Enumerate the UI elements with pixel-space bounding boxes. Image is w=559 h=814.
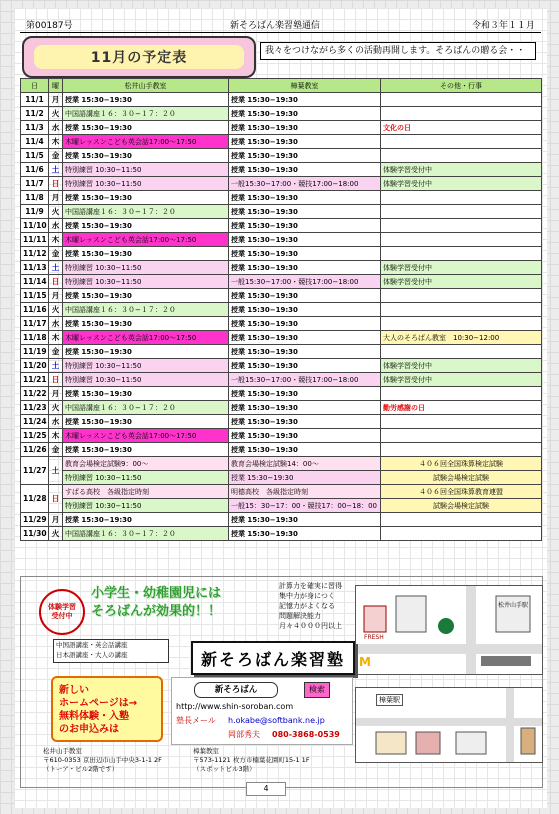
row-class2: 授業 15:30−19:30 (229, 359, 381, 373)
row-date: 11/5 (21, 149, 49, 163)
row-other (381, 247, 542, 261)
row-dow: 日 (49, 373, 63, 387)
map1-store-label: FRESH (364, 634, 384, 641)
col-date: 日 (21, 79, 49, 93)
email-label: 塾長メール (176, 716, 216, 725)
row-dow: 日 (49, 275, 63, 289)
row-date: 11/27 (21, 457, 49, 485)
table-row (21, 373, 542, 387)
row-other: 体験学習受付中 (381, 275, 542, 289)
row-date: 11/16 (21, 303, 49, 317)
row-other: 試験会場検定試験 (381, 471, 542, 485)
row-class2: 授業 15:30−19:30 (229, 387, 381, 401)
row-date: 11/9 (21, 205, 49, 219)
row-class1: 授業 15:30−19:30 (63, 219, 229, 233)
row-date: 11/10 (21, 219, 49, 233)
row-class2: 授業 15:30−19:30 (229, 527, 381, 541)
row-other: 文化の日 (381, 121, 542, 135)
row-date: 11/28 (21, 485, 49, 513)
row-class1: 中国語講座１６：３０−１７：２０ (63, 527, 229, 541)
website-url[interactable]: http://www.shin-soroban.com (176, 702, 294, 711)
address-kuzuha (193, 747, 353, 774)
row-date: 11/19 (21, 345, 49, 359)
row-class1: 授業 15:30−19:30 (63, 317, 229, 331)
row-class1: 木曜レッスンこども英会話17:00〜17:50 (63, 331, 229, 345)
row-class1: 中国語講座１６：３０−１７：２０ (63, 401, 229, 415)
row-class1: 授業 15:30−19:30 (63, 121, 229, 135)
row-class2: 一般15:30−17:00・競技17:00−18:00 (229, 373, 381, 387)
row-class1: 特別練習 10:30−11:50 (63, 373, 229, 387)
table-row (21, 443, 542, 457)
row-other: ４０６回全国珠算教育連盟 (381, 485, 542, 499)
row-dow: 月 (49, 93, 63, 107)
row-class2: 授業 15:30−19:30 (229, 345, 381, 359)
row-other: 体験学習受付中 (381, 177, 542, 191)
row-class1: 木曜レッスンこども英会話17:00〜17:50 (63, 233, 229, 247)
row-other (381, 317, 542, 331)
row-class1: 授業 15:30−19:30 (63, 247, 229, 261)
row-class2: 授業 15:30−19:30 (229, 443, 381, 457)
row-dow: 木 (49, 429, 63, 443)
feature-item: 計算力を確実に習得 (279, 582, 342, 590)
row-class1: 木曜レッスンこども英会話17:00〜17:50 (63, 135, 229, 149)
row-date: 11/26 (21, 443, 49, 457)
row-date: 11/30 (21, 527, 49, 541)
row-other (381, 443, 542, 457)
row-date: 11/12 (21, 247, 49, 261)
col-dow: 曜 (49, 79, 63, 93)
lesson-list (53, 639, 169, 663)
row-date: 11/23 (21, 401, 49, 415)
row-class2: 授業 15:30−19:30 (229, 205, 381, 219)
hp-line4: のお申込みは (59, 724, 119, 735)
row-class2: 明德高校 各級指定時刻 (229, 485, 381, 499)
table-row (21, 247, 542, 261)
row-other (381, 429, 542, 443)
row-dow: 火 (49, 107, 63, 121)
newsletter-title: 新そろばん楽習塾通信 (230, 21, 321, 31)
table-row (21, 499, 542, 513)
table-row (21, 205, 542, 219)
row-class2: 授業 15:30−19:30 (229, 331, 381, 345)
row-other (381, 191, 542, 205)
phone-number[interactable]: 080-3868-0539 (272, 730, 340, 739)
row-class2: 教育会場検定試験14：00〜 (229, 457, 381, 471)
table-row (21, 135, 542, 149)
row-dow: 土 (49, 163, 63, 177)
row-other (381, 527, 542, 541)
table-row (21, 261, 542, 275)
row-other: 体験学習受付中 (381, 373, 542, 387)
row-class1: 授業 15:30−19:30 (63, 191, 229, 205)
row-class1: 特別練習 10:30−11:50 (63, 177, 229, 191)
row-dow: 金 (49, 443, 63, 457)
row-dow: 日 (49, 177, 63, 191)
row-class1: 中国語講座１６：３０−１７：２０ (63, 107, 229, 121)
row-dow: 日 (49, 485, 63, 513)
row-date: 11/20 (21, 359, 49, 373)
promo-line1: 小学生・幼稚園児には (91, 586, 222, 601)
row-class1: 授業 15:30−19:30 (63, 443, 229, 457)
table-row (21, 485, 542, 499)
trial-stamp: 体験学習 受付中 (39, 589, 85, 635)
row-other (381, 233, 542, 247)
row-date: 11/11 (21, 233, 49, 247)
row-class1: 特別練習 10:30−11:50 (63, 261, 229, 275)
row-class2: 一般15：30−17：00・競技17：00−18：00 (229, 499, 381, 513)
contact-box (171, 677, 353, 745)
row-dow: 金 (49, 345, 63, 359)
map-kuzuha (355, 687, 543, 763)
promo-line2: そろばんが効果的！！ (91, 604, 222, 619)
row-dow: 水 (49, 219, 63, 233)
row-class2: 授業 15:30−19:30 (229, 303, 381, 317)
row-other (381, 387, 542, 401)
row-other: 勤労感謝の日 (381, 401, 542, 415)
row-class2: 授業 15:30−19:30 (229, 191, 381, 205)
row-date: 11/1 (21, 93, 49, 107)
row-other (381, 415, 542, 429)
row-date: 11/4 (21, 135, 49, 149)
row-class1: 授業 15:30−19:30 (63, 345, 229, 359)
row-class1: 授業 15:30−19:30 (63, 415, 229, 429)
school-name: 新そろばん楽習塾 (191, 641, 355, 675)
address-matsuiyamate (43, 747, 179, 774)
row-other (381, 205, 542, 219)
row-class1: 教育会場検定試験9：00〜 (63, 457, 229, 471)
table-row (21, 401, 542, 415)
row-class1: 木曜レッスンこども英会話17:00〜17:50 (63, 429, 229, 443)
header-divider (20, 32, 541, 33)
row-dow: 火 (49, 303, 63, 317)
announcement-note: 我々をつけながら多くの活動再開します。そろばんの贈る会・・ (260, 42, 536, 60)
row-class2: 授業 15:30−19:30 (229, 415, 381, 429)
table-row (21, 289, 542, 303)
row-class2: 授業 15:30−19:30 (229, 261, 381, 275)
addr2-sub: （スポットビル3階） (193, 765, 256, 773)
footer-advert (20, 576, 543, 788)
row-class1: 授業 15:30−19:30 (63, 289, 229, 303)
row-other (381, 93, 542, 107)
email-address[interactable]: h.okabe@softbank.ne.jp (228, 716, 325, 725)
svg-text:M: M (359, 655, 371, 669)
table-row (21, 527, 542, 541)
row-other: 体験学習受付中 (381, 163, 542, 177)
row-class1: すばる高校 各級指定時刻 (63, 485, 229, 499)
row-class2: 授業 15:30−19:30 (229, 233, 381, 247)
col-other: その他・行事 (381, 79, 542, 93)
table-row (21, 191, 542, 205)
row-other: 大人のそろばん教室 10:30−12:00 (381, 331, 542, 345)
row-other (381, 135, 542, 149)
table-row (21, 471, 542, 485)
row-dow: 火 (49, 527, 63, 541)
row-date: 11/7 (21, 177, 49, 191)
row-date: 11/14 (21, 275, 49, 289)
row-class2: 授業 15:30−19:30 (229, 247, 381, 261)
row-other (381, 289, 542, 303)
row-class2: 授業 15:30−19:30 (229, 513, 381, 527)
row-class2: 授業 15:30−19:30 (229, 289, 381, 303)
row-class2: 授業 15:30−19:30 (229, 135, 381, 149)
row-dow: 火 (49, 205, 63, 219)
row-dow: 木 (49, 233, 63, 247)
row-other (381, 149, 542, 163)
row-class1: 特別練習 10:30−11:50 (63, 499, 229, 513)
feature-item: 月々４０００円以上 (279, 622, 342, 630)
row-dow: 水 (49, 415, 63, 429)
table-row (21, 177, 542, 191)
col-class2: 樟葉教室 (229, 79, 381, 93)
row-class2: 授業 15:30−19:30 (229, 107, 381, 121)
row-other: 試験会場検定試験 (381, 499, 542, 513)
feature-item: 集中力が身につく (279, 592, 335, 600)
row-class1: 特別練習 10:30−11:50 (63, 275, 229, 289)
table-row (21, 429, 542, 443)
row-class1: 授業 15:30−19:30 (63, 149, 229, 163)
hp-line2: ホームページは→ (59, 698, 138, 709)
row-other (381, 303, 542, 317)
row-dow: 土 (49, 359, 63, 373)
row-dow: 木 (49, 331, 63, 345)
row-dow: 木 (49, 135, 63, 149)
addr2-line: 〒573-1121 枚方市楠葉花園町15-1 1F (193, 756, 310, 764)
row-other: ４０６回全国珠算検定試験 (381, 457, 542, 471)
row-date: 11/8 (21, 191, 49, 205)
map-matsuiyamate (355, 585, 543, 675)
row-dow: 金 (49, 247, 63, 261)
hp-line1: 新しい (59, 685, 89, 696)
row-date: 11/13 (21, 261, 49, 275)
issue-date: 令和３年１１月 (471, 21, 535, 31)
row-other (381, 107, 542, 121)
row-other (381, 513, 542, 527)
page-number: 4 (246, 782, 286, 796)
col-class1: 松井山手教室 (63, 79, 229, 93)
row-class2: 授業 15:30−19:30 (229, 93, 381, 107)
feature-item: 問題解決能力 (279, 612, 321, 620)
newsletter-page (14, 8, 547, 808)
row-dow: 土 (49, 457, 63, 485)
table-row (21, 359, 542, 373)
row-dow: 水 (49, 121, 63, 135)
addr1-line: 〒610-0353 京田辺市山手中央3-1-1 2F (43, 756, 162, 764)
table-row (21, 163, 542, 177)
row-dow: 金 (49, 149, 63, 163)
row-class1: 中国語講座１６：３０−１７：２０ (63, 205, 229, 219)
table-row (21, 219, 542, 233)
feature-list (279, 581, 351, 631)
table-row (21, 107, 542, 121)
row-date: 11/6 (21, 163, 49, 177)
search-keyword-box[interactable]: 新そろばん (194, 682, 278, 698)
row-class1: 中国語講座１６：３０−１７：２０ (63, 303, 229, 317)
phone-name: 岡部秀夫 (228, 730, 260, 739)
row-dow: 月 (49, 191, 63, 205)
page-header (20, 14, 541, 32)
hp-line3: 無料体験・入塾 (59, 711, 129, 722)
addr1-sub: （トーア・ビル2階です） (43, 765, 119, 773)
table-row (21, 149, 542, 163)
table-row (21, 121, 542, 135)
row-class2: 一般15:30−17:00・競技17:00−18:00 (229, 275, 381, 289)
row-date: 11/2 (21, 107, 49, 121)
table-row (21, 317, 542, 331)
row-dow: 月 (49, 513, 63, 527)
row-other (381, 219, 542, 233)
row-class2: 授業 15:30−19:30 (229, 219, 381, 233)
addr1-title: 松井山手教室 (43, 747, 82, 755)
row-dow: 水 (49, 317, 63, 331)
row-class1: 特別練習 10:30−11:50 (63, 359, 229, 373)
row-dow: 月 (49, 289, 63, 303)
table-row (21, 331, 542, 345)
row-date: 11/24 (21, 415, 49, 429)
table-row (21, 457, 542, 471)
feature-item: 記憶力がよくなる (279, 602, 335, 610)
row-class2: 授業 15:30−19:30 (229, 471, 381, 485)
row-date: 11/18 (21, 331, 49, 345)
row-class2: 授業 15:30−19:30 (229, 429, 381, 443)
row-date: 11/22 (21, 387, 49, 401)
schedule-title-box (22, 36, 256, 78)
table-row (21, 415, 542, 429)
row-class1: 授業 15:30−19:30 (63, 513, 229, 527)
map1-station-label: 松井山手駅 (498, 602, 529, 609)
lesson-line1: 中国語講座・英会話講座 (56, 641, 128, 649)
row-class2: 一般15:30−17:00・競技17:00−18:00 (229, 177, 381, 191)
addr2-title: 樟葉教室 (193, 747, 219, 755)
row-date: 11/29 (21, 513, 49, 527)
row-date: 11/3 (21, 121, 49, 135)
map2-station-label: 樟葉駅 (376, 694, 403, 706)
table-row (21, 345, 542, 359)
table-row (21, 303, 542, 317)
schedule-title: 11月の予定表 (34, 45, 244, 69)
row-class2: 授業 15:30−19:30 (229, 401, 381, 415)
table-row (21, 233, 542, 247)
row-date: 11/25 (21, 429, 49, 443)
row-class2: 授業 15:30−19:30 (229, 317, 381, 331)
table-row (21, 387, 542, 401)
schedule-table (20, 78, 542, 541)
row-class1: 授業 15:30−19:30 (63, 93, 229, 107)
table-row (21, 93, 542, 107)
row-class1: 特別練習 10:30−11:50 (63, 163, 229, 177)
row-dow: 土 (49, 261, 63, 275)
search-button[interactable]: 検索 (304, 682, 330, 698)
promo-bubble (91, 585, 273, 629)
row-dow: 月 (49, 387, 63, 401)
row-other: 体験学習受付中 (381, 359, 542, 373)
row-date: 11/15 (21, 289, 49, 303)
row-class2: 授業 15:30−19:30 (229, 163, 381, 177)
issue-number: 第00187号 (26, 21, 73, 31)
row-other: 体験学習受付中 (381, 261, 542, 275)
row-class2: 授業 15:30−19:30 (229, 149, 381, 163)
row-class2: 授業 15:30−19:30 (229, 121, 381, 135)
row-date: 11/17 (21, 317, 49, 331)
row-date: 11/21 (21, 373, 49, 387)
lesson-line2: 日本語講座・大人の講座 (56, 651, 128, 659)
row-class1: 特別練習 10:30−11:50 (63, 471, 229, 485)
row-class1: 授業 15:30−19:30 (63, 387, 229, 401)
homepage-promo (51, 676, 163, 742)
row-dow: 火 (49, 401, 63, 415)
row-other (381, 345, 542, 359)
table-row (21, 275, 542, 289)
table-header-row (21, 79, 542, 93)
table-row (21, 513, 542, 527)
